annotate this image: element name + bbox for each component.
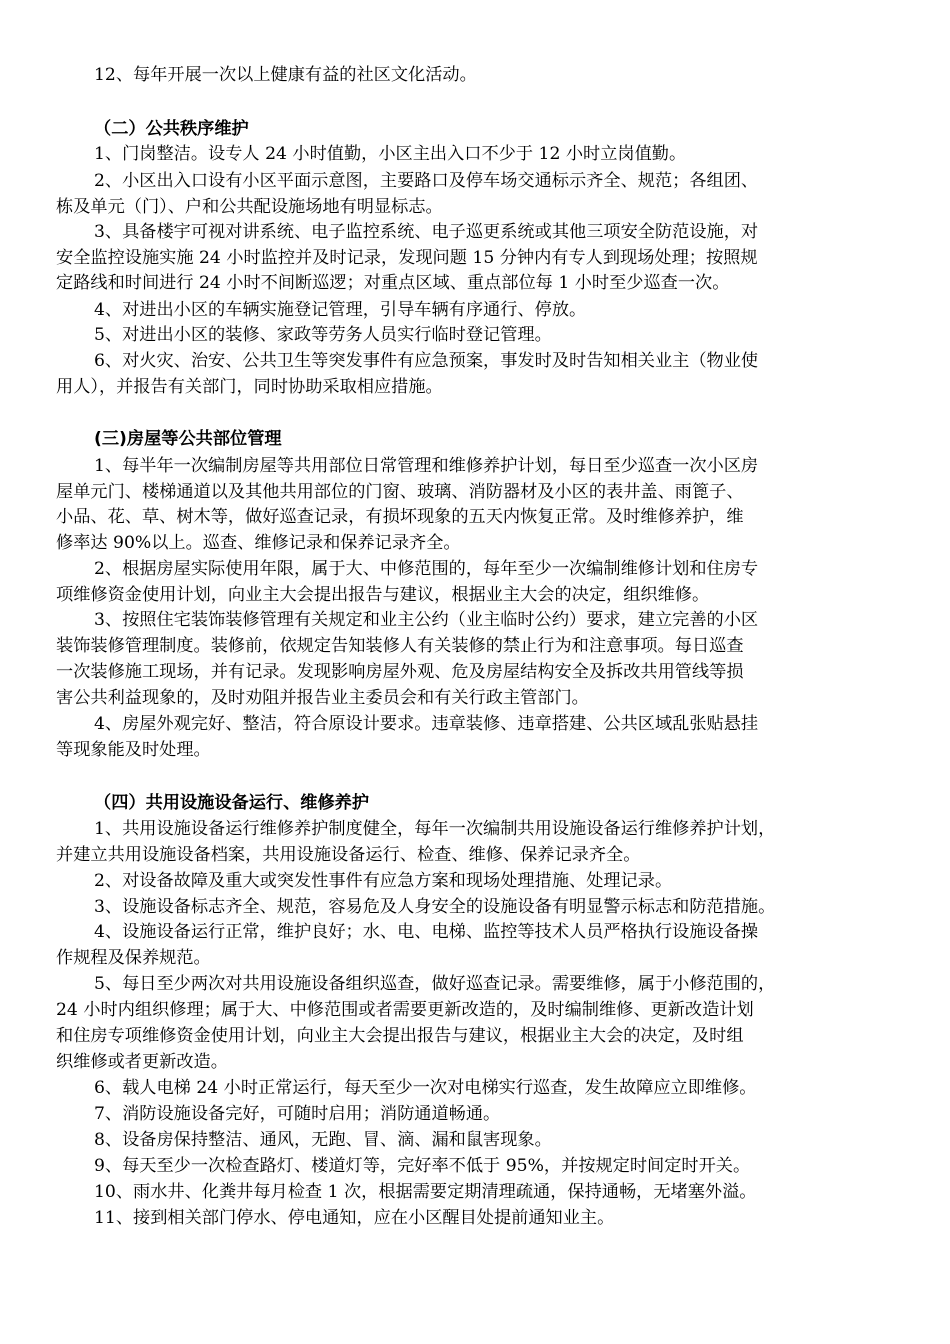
paragraph-line: 3、按照住宅装饰装修管理有关规定和业主公约（业主临时公约）要求，建立完善的小区 xyxy=(94,610,759,630)
paragraph-line: 2、对设备故障及重大或突发性事件有应急方案和现场处理措施、处理记录。 xyxy=(94,871,673,891)
paragraph-line: 1、门岗整洁。设专人 24 小时值勤，小区主出入口不少于 12 小时立岗值勤。 xyxy=(94,144,687,164)
paragraph-line: 4、对进出小区的车辆实施登记管理，引导车辆有序通行、停放。 xyxy=(94,300,587,320)
paragraph-line: 织维修或者更新改造。 xyxy=(56,1052,228,1072)
paragraph-line: 8、设备房保持整洁、通风，无跑、冒、滴、漏和鼠害现象。 xyxy=(94,1130,552,1150)
paragraph-line: 2、小区出入口设有小区平面示意图，主要路口及停车场交通标示齐全、规范；各组团、 xyxy=(94,171,759,191)
section-heading-public-order: （二）公共秩序维护 xyxy=(94,119,249,139)
paragraph-line: 一次装修施工现场，并有记录。发现影响房屋外观、危及房屋结构安全及拆改共用管线等损 xyxy=(56,662,744,682)
paragraph-line: 定路线和时间进行 24 小时不间断巡逻；对重点区域、重点部位每 1 小时至少巡查一次。 xyxy=(56,273,730,293)
paragraph-line: 并建立共用设施设备档案，共用设施设备运行、检查、维修、保养记录齐全。 xyxy=(56,845,641,865)
paragraph-line: 6、载人电梯 24 小时正常运行，每天至少一次对电梯实行巡查，发生故障应立即维修。 xyxy=(94,1078,757,1098)
paragraph-line: 修率达 90%以上。巡查、维修记录和保养记录齐全。 xyxy=(56,533,461,553)
paragraph-line: 9、每天至少一次检查路灯、楼道灯等，完好率不低于 95%，并按规定时间定时开关。 xyxy=(94,1156,751,1176)
paragraph-line: 用人），并报告有关部门，同时协助采取相应措施。 xyxy=(56,377,443,397)
paragraph-line: 1、共用设施设备运行维修养护制度健全，每年一次编制共用设施设备运行维修养护计划， xyxy=(94,819,776,839)
paragraph-line: 5、每日至少两次对共用设施设备组织巡查，做好巡查记录。需要维修，属于小修范围的， xyxy=(94,974,776,994)
paragraph-line: 11、接到相关部门停水、停电通知，应在小区醒目处提前通知业主。 xyxy=(94,1208,615,1228)
paragraph-line: 作规程及保养规范。 xyxy=(56,948,211,968)
paragraph-line: 3、具备楼宇可视对讲系统、电子监控系统、电子巡更系统或其他三项安全防范设施，对 xyxy=(94,222,759,242)
paragraph-line: 2、根据房屋实际使用年限，属于大、中修范围的，每年至少一次编制维修计划和住房专 xyxy=(94,559,759,579)
section-heading-building-common-areas: (三)房屋等公共部位管理 xyxy=(94,429,282,449)
paragraph-line: 装饰装修管理制度。装修前，依规定告知装修人有关装修的禁止行为和注意事项。每日巡查 xyxy=(56,636,744,656)
paragraph-line: 等现象能及时处理。 xyxy=(56,740,211,760)
section-heading-shared-facilities: （四）共用设施设备运行、维修养护 xyxy=(94,793,370,813)
paragraph-line: 小品、花、草、树木等，做好巡查记录，有损坏现象的五天内恢复正常。及时维修养护，维 xyxy=(56,507,744,527)
paragraph-line: 项维修资金使用计划，向业主大会提出报告与建议，根据业主大会的决定，组织维修。 xyxy=(56,585,710,605)
paragraph-line: 栋及单元（门）、户和公共配设施场地有明显标志。 xyxy=(56,197,443,217)
paragraph-line: 屋单元门、楼梯通道以及其他共用部位的门窗、玻璃、消防器材及小区的表井盖、雨篦子、 xyxy=(56,482,744,502)
paragraph-line: 7、消防设施设备完好，可随时启用；消防通道畅通。 xyxy=(94,1104,501,1124)
paragraph-line: 4、房屋外观完好、整洁，符合原设计要求。违章装修、违章搭建、公共区域乱张贴悬挂 xyxy=(94,714,759,734)
paragraph-line: 24 小时内组织修理；属于大、中修范围或者需要更新改造的，及时编制维修、更新改造计划 xyxy=(56,1000,754,1020)
paragraph-line: 12、每年开展一次以上健康有益的社区文化活动。 xyxy=(94,65,477,85)
paragraph-line: 3、设施设备标志齐全、规范，容易危及人身安全的设施设备有明显警示标志和防范措施。 xyxy=(94,897,776,917)
paragraph-line: 安全监控设施实施 24 小时监控并及时记录，发现问题 15 分钟内有专人到现场处理；按照规 xyxy=(56,248,758,268)
paragraph-line: 1、每半年一次编制房屋等共用部位日常管理和维修养护计划，每日至少巡查一次小区房 xyxy=(94,456,759,476)
paragraph-line: 10、雨水井、化粪井每月检查 1 次，根据需要定期清理疏通，保持通畅，无堵塞外溢。 xyxy=(94,1182,757,1202)
paragraph-line: 6、对火灾、治安、公共卫生等突发事件有应急预案，事发时及时告知相关业主（物业使 xyxy=(94,351,759,371)
paragraph-line: 5、对进出小区的装修、家政等劳务人员实行临时登记管理。 xyxy=(94,325,552,345)
paragraph-line: 4、设施设备运行正常，维护良好；水、电、电梯、监控等技术人员严格执行设施设备操 xyxy=(94,922,759,942)
paragraph-line: 害公共利益现象的，及时劝阻并报告业主委员会和有关行政主管部门。 xyxy=(56,688,589,708)
paragraph-line: 和住房专项维修资金使用计划，向业主大会提出报告与建议，根据业主大会的决定，及时组 xyxy=(56,1026,744,1046)
